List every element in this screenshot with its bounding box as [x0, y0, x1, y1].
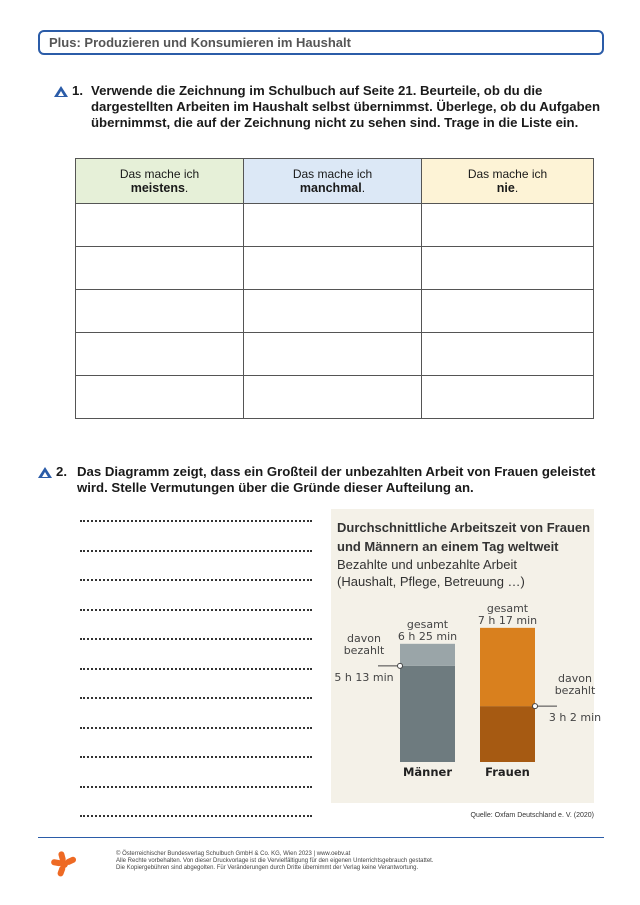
bar-chart: [331, 509, 602, 803]
table-row: [76, 333, 594, 376]
publisher-logo-icon: [50, 850, 78, 878]
column-header-nie: Das mache ich nie.: [422, 159, 594, 204]
paid-label: davon: [347, 631, 381, 645]
footer-line: Alle Rechte vorbehalten. Von dieser Druckvorlage ist die Vervielfältigung für den eigenen Unterrichtsgebrauch gestattet.: [116, 858, 434, 864]
answer-line[interactable]: [80, 550, 312, 552]
paid-label: bezahlt: [554, 684, 596, 698]
table-row: [76, 247, 594, 290]
chart-source: Quelle: Oxfam Deutschland e. V. (2020): [470, 812, 594, 819]
answer-line[interactable]: [80, 815, 312, 817]
footer-divider: [38, 837, 604, 838]
total-value-label: 6 h 25 min: [397, 629, 458, 643]
category-label: Männer: [402, 765, 453, 779]
task2-text: Das Diagramm zeigt, dass ein Großteil der unbezahlten Arbeit von Frauen geleistet wird. Stelle Vermutungen über die Gründe dieser Aufteilung an.: [77, 464, 596, 495]
footer-line: Die Kopiergebühren sind abgegolten. Für Veränderungen durch Dritte übernimmt der Verlag keine Verantwortung.: [116, 865, 419, 871]
answer-line[interactable]: [80, 786, 312, 788]
answer-cell[interactable]: [244, 247, 422, 290]
table-row: [76, 290, 594, 333]
answer-cell[interactable]: [244, 333, 422, 376]
paid-label: bezahlt: [343, 643, 385, 657]
answer-cell[interactable]: [76, 333, 244, 376]
level-triangle-icon: [38, 467, 52, 478]
answer-cell[interactable]: [422, 290, 594, 333]
answer-cell[interactable]: [244, 376, 422, 419]
total-value-label: 7 h 17 min: [477, 613, 538, 627]
paid-marker: [398, 663, 403, 668]
column-header-manchmal: Das mache ich manchmal.: [244, 159, 422, 204]
answer-line[interactable]: [80, 697, 312, 699]
total-label: gesamt: [406, 617, 449, 631]
paid-marker: [533, 704, 538, 709]
answer-line[interactable]: [80, 520, 312, 522]
answer-cell[interactable]: [244, 204, 422, 247]
task1-text: Verwende die Zeichnung im Schulbuch auf Seite 21. Beurteile, ob du die dargestellten Arbeiten im Haushalt selbst übernimmst. Überlege, ob du Aufgaben übernimmst, die auf der Zeichnung nicht zu sehen sind. Trage in die Liste ein.: [91, 83, 601, 130]
answer-cell[interactable]: [422, 376, 594, 419]
answer-line[interactable]: [80, 727, 312, 729]
answer-line[interactable]: [80, 638, 312, 640]
answer-cell[interactable]: [76, 290, 244, 333]
bar-unpaid-1: [480, 628, 535, 706]
chart-subtitle-line: Bezahlte und unbezahlte Arbeit: [337, 557, 517, 572]
chart-title-line: Durchschnittliche Arbeitszeit von Frauen: [337, 520, 591, 535]
table-row: [76, 376, 594, 419]
answer-cell[interactable]: [422, 247, 594, 290]
paid-value-label: 5 h 13 min: [334, 670, 394, 684]
task1-number: 1.: [72, 83, 83, 98]
paid-label: davon: [558, 672, 592, 686]
category-label: Frauen: [485, 765, 530, 779]
answer-cell[interactable]: [422, 333, 594, 376]
level-triangle-icon: [54, 86, 68, 97]
page-title: Plus: Produzieren und Konsumieren im Haushalt: [49, 35, 351, 50]
footer-line: © Österreichischer Bundesverlag Schulbuch GmbH & Co. KG, Wien 2023 | www.oebv.at: [116, 851, 351, 857]
answer-cell[interactable]: [76, 376, 244, 419]
answer-line[interactable]: [80, 609, 312, 611]
column-header-meistens: Das mache ich meistens.: [76, 159, 244, 204]
table-header-row: [76, 159, 594, 204]
bar-unpaid-0: [400, 644, 455, 666]
answer-cell[interactable]: [422, 204, 594, 247]
answer-cell[interactable]: [76, 204, 244, 247]
bar-paid-0: [400, 666, 455, 762]
chart-title-line: und Männern an einem Tag weltweit: [337, 539, 559, 554]
bar-paid-1: [480, 706, 535, 762]
table-row: [76, 204, 594, 247]
answer-line[interactable]: [80, 668, 312, 670]
answer-table: [75, 158, 594, 419]
total-label: gesamt: [486, 601, 529, 615]
answer-cell[interactable]: [76, 247, 244, 290]
footer-copyright: [116, 851, 434, 872]
paid-value-label: 3 h 2 min: [548, 711, 602, 725]
page-header: [38, 30, 604, 55]
task2-number: 2.: [56, 464, 67, 479]
chart-subtitle-line: (Haushalt, Pflege, Betreuung …): [337, 574, 525, 589]
answer-cell[interactable]: [244, 290, 422, 333]
answer-line[interactable]: [80, 579, 312, 581]
chart-panel: [331, 509, 602, 803]
answer-line[interactable]: [80, 756, 312, 758]
